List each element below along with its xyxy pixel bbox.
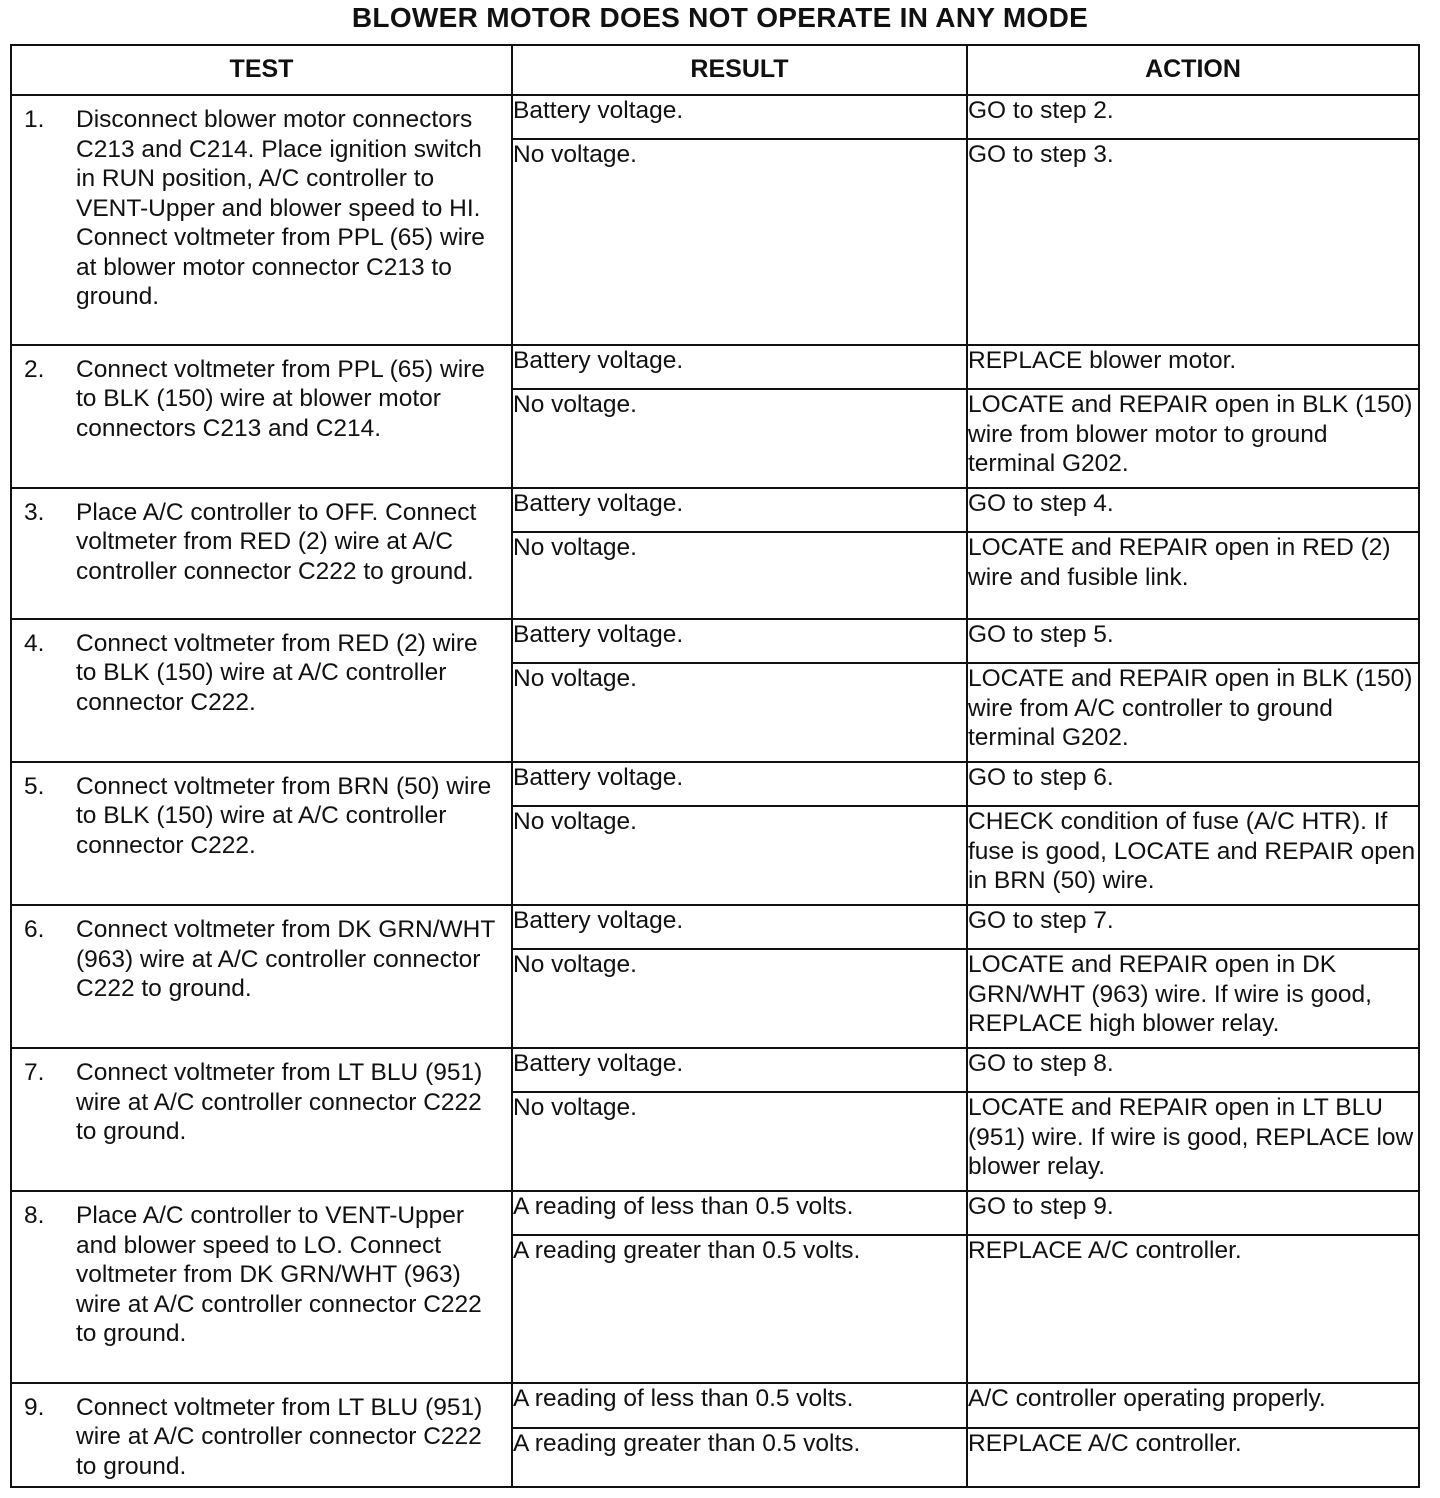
test-text: Place A/C controller to OFF. Connect voltmeter from RED (2) wire at A/C controller connector C222 to ground.: [76, 498, 477, 585]
test-cell: [11, 619, 512, 762]
table-body: [11, 95, 1419, 1487]
result-cell: Battery voltage.: [512, 488, 967, 532]
action-cell: GO to step 8.: [967, 1048, 1419, 1092]
test-text: Disconnect blower motor connectors C213 and C214. Place ignition switch in RUN position, A/C controller to VENT-Upper and blower speed to HI. Connect voltmeter from PPL (65) wire at blower motor connector C213 to ground.: [76, 106, 485, 310]
step-number: 2.: [24, 355, 45, 383]
action-cell: LOCATE and REPAIR open in BLK (150) wire from blower motor to ground terminal G202.: [967, 389, 1419, 488]
header-action: ACTION: [967, 45, 1419, 95]
step-number: 7.: [24, 1059, 45, 1087]
test-text: Place A/C controller to VENT-Upper and blower speed to LO. Connect voltmeter from DK GRN/WHT (963) wire at A/C controller connector C222 to ground.: [76, 1202, 482, 1348]
action-cell: GO to step 7.: [967, 905, 1419, 949]
test-cell: [11, 762, 512, 905]
result-cell: No voltage.: [512, 1092, 967, 1191]
test-text: Connect voltmeter from PPL (65) wire to BLK (150) wire at blower motor connectors C213 and C214.: [76, 355, 485, 442]
action-cell: REPLACE A/C controller.: [967, 1235, 1419, 1382]
step-number: 3.: [24, 498, 45, 526]
result-cell: A reading of less than 0.5 volts.: [512, 1383, 967, 1428]
test-cell: [11, 488, 512, 619]
test-text: Connect voltmeter from RED (2) wire to BLK (150) wire at A/C controller connector C222.: [76, 629, 478, 716]
test-text: Connect voltmeter from BRN (50) wire to BLK (150) wire at A/C controller connector C222.: [76, 772, 492, 859]
action-cell: A/C controller operating properly.: [967, 1383, 1419, 1428]
table-row: [11, 345, 1419, 389]
result-cell: A reading of less than 0.5 volts.: [512, 1191, 967, 1235]
action-cell: GO to step 3.: [967, 139, 1419, 345]
result-cell: A reading greater than 0.5 volts.: [512, 1235, 967, 1382]
result-cell: No voltage.: [512, 806, 967, 905]
table-row: [11, 619, 1419, 663]
action-cell: GO to step 2.: [967, 95, 1419, 139]
header-test: TEST: [11, 45, 512, 95]
table-row: [11, 1048, 1419, 1092]
result-cell: Battery voltage.: [512, 762, 967, 806]
result-cell: A reading greater than 0.5 volts.: [512, 1428, 967, 1487]
action-cell: GO to step 5.: [967, 619, 1419, 663]
step-number: 1.: [24, 106, 45, 133]
step-number: 4.: [24, 629, 45, 657]
table-row: [11, 488, 1419, 532]
action-cell: REPLACE A/C controller.: [967, 1428, 1419, 1487]
action-cell: LOCATE and REPAIR open in BLK (150) wire from A/C controller to ground terminal G202.: [967, 663, 1419, 762]
test-cell: [11, 1191, 512, 1382]
diagnostic-table: [10, 44, 1420, 1488]
result-cell: Battery voltage.: [512, 619, 967, 663]
test-cell: [11, 1383, 512, 1487]
header-result: RESULT: [512, 45, 967, 95]
table-row: [11, 1191, 1419, 1235]
result-cell: Battery voltage.: [512, 905, 967, 949]
result-cell: No voltage.: [512, 949, 967, 1048]
table-row: [11, 95, 1419, 139]
test-text: Connect voltmeter from LT BLU (951) wire at A/C controller connector C222 to ground.: [76, 1393, 483, 1480]
action-cell: GO to step 9.: [967, 1191, 1419, 1235]
step-number: 9.: [24, 1393, 45, 1421]
test-text: Connect voltmeter from DK GRN/WHT (963) wire at A/C controller connector C222 to ground.: [76, 916, 495, 1003]
test-cell: [11, 1048, 512, 1191]
table-row: [11, 905, 1419, 949]
test-cell: [11, 95, 512, 345]
action-cell: LOCATE and REPAIR open in RED (2) wire and fusible link.: [967, 532, 1419, 619]
action-cell: GO to step 4.: [967, 488, 1419, 532]
result-cell: Battery voltage.: [512, 345, 967, 389]
step-number: 5.: [24, 772, 45, 800]
action-cell: LOCATE and REPAIR open in LT BLU (951) wire. If wire is good, REPLACE low blower relay.: [967, 1092, 1419, 1191]
test-cell: [11, 345, 512, 488]
header-row: [11, 45, 1419, 95]
action-cell: GO to step 6.: [967, 762, 1419, 806]
step-number: 6.: [24, 916, 45, 944]
result-cell: No voltage.: [512, 139, 967, 345]
table-row: [11, 762, 1419, 806]
result-cell: No voltage.: [512, 532, 967, 619]
action-cell: CHECK condition of fuse (A/C HTR). If fuse is good, LOCATE and REPAIR open in BRN (50) wire.: [967, 806, 1419, 905]
result-cell: No voltage.: [512, 663, 967, 762]
test-cell: [11, 905, 512, 1048]
step-number: 8.: [24, 1202, 45, 1230]
action-cell: LOCATE and REPAIR open in DK GRN/WHT (963) wire. If wire is good, REPLACE high blower relay.: [967, 949, 1419, 1048]
page-title: BLOWER MOTOR DOES NOT OPERATE IN ANY MODE: [351, 2, 1089, 33]
result-cell: No voltage.: [512, 389, 967, 488]
table-row: [11, 1383, 1419, 1428]
result-cell: Battery voltage.: [512, 1048, 967, 1092]
action-cell: REPLACE blower motor.: [967, 345, 1419, 389]
test-text: Connect voltmeter from LT BLU (951) wire at A/C controller connector C222 to ground.: [76, 1059, 483, 1146]
result-cell: Battery voltage.: [512, 95, 967, 139]
